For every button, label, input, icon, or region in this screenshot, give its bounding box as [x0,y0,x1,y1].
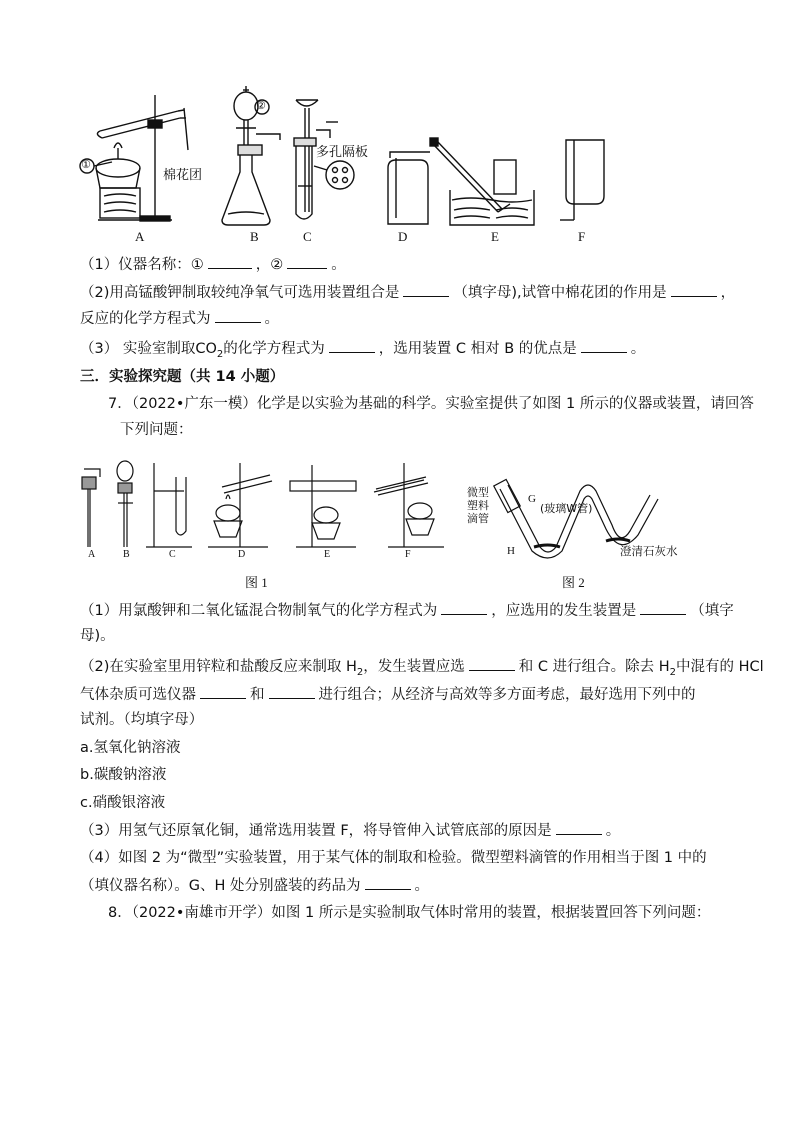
answer-blank[interactable] [329,338,375,353]
answer-blank[interactable] [581,338,627,353]
fig-label-e: E [491,229,499,244]
answer-blank[interactable] [200,684,246,699]
q7-part1-line1: （1）用氯酸钾和二氧化锰混合物制氧气的化学方程式为 ，应选用的发生装置是 （填字 [80,600,734,621]
fig-label-f: F [578,229,586,244]
answer-blank[interactable] [671,282,717,297]
dropper-label: 微型 塑料 滴管 [467,486,489,525]
q6-part2-line1: （2)用高锰酸钾制取较纯净氧气可选用装置组合是 （填字母),试管中棉花团的作用是 ， [80,282,735,303]
fig-label-b: B [250,229,259,244]
cotton-label: 棉花团 [163,168,203,183]
figure-1-caption: 图 1 [245,575,268,590]
answer-blank[interactable] [215,308,261,323]
q7-part2-line3: 试剂。（均填字母） [80,712,204,728]
limewater-label: 澄清石灰水 [620,544,678,558]
option-a: a.氢氧化钠溶液 [80,740,181,756]
circle-1-label: ① [81,158,91,171]
apparatus-figure-q7 [0,455,794,585]
q8-intro: 8．（2022•南雄市开学）如图 1 所示是实验制取气体时常用的装置，根据装置回答下列问题： [108,905,711,921]
figure-2-caption: 图 2 [562,575,585,590]
q7-fig-label-a: A [88,549,96,560]
q7-part1-line2: 母)。 [80,628,115,644]
answer-blank[interactable] [365,875,411,890]
answer-blank[interactable] [403,282,449,297]
q7-fig-label-f: F [405,549,411,560]
option-b: b.碳酸钠溶液 [80,767,167,783]
w-tube-label: (玻璃W管) [540,502,593,515]
q7-part4-line2: （填仪器名称）。G、H 处分别盛装的药品为 。 [80,875,429,896]
answer-blank[interactable] [556,820,602,835]
q7-intro-line2: 下列问题： [120,422,193,438]
q6-part2-line2: 反应的化学方程式为 。 [80,308,279,329]
q7-fig-label-c: C [169,549,176,560]
q7-part2-line2: 气体杂质可选仪器 和 进行组合；从经济与高效等多方面考虑，最好选用下列中的 [80,684,696,705]
fig-label-c: C [303,229,312,244]
answer-blank[interactable] [269,684,315,699]
q7-fig-label-e: E [324,549,331,560]
option-c: c.硝酸银溶液 [80,795,166,811]
q6-part3: （3） 实验室制取$CO_2$的化学方程式为 ，选用装置 C 相对 B 的优点是 。 [80,338,645,365]
label-h: H [507,545,515,557]
q6-part1: （1）仪器名称：① ，② 。 [80,254,346,275]
answer-blank[interactable] [469,656,515,671]
answer-blank[interactable] [287,254,327,269]
answer-blank[interactable] [640,600,686,615]
q7-fig-label-d: D [238,549,246,560]
q7-fig-label-b: B [123,549,130,560]
label-g: G [528,493,536,505]
apparatus-figure-top [0,0,794,250]
circle-2-label: ② [256,99,266,112]
answer-blank[interactable] [208,254,252,269]
q7-part2-line1: （2)在实验室里用锌粒和盐酸反应来制取 $H_2$，发生装置应选 和 C 进行组合。除去 $H_2$中混有的 HCl [80,656,764,683]
fig-label-d: D [398,229,408,244]
answer-blank[interactable] [441,600,487,615]
q7-part4-line1: （4）如图 2 为“微型”实验装置，用于某气体的制取和检验。微型塑料滴管的作用相当于图 1 中的 [80,850,707,866]
section-title: 三．实验探究题（共 14 小题） [80,369,285,385]
porous-plate-label: 多孔隔板 [316,145,369,160]
q7-part3: （3）用氢气还原氧化铜，通常选用装置 F，将导管伸入试管底部的原因是 。 [80,820,620,841]
fig-label-a: A [135,229,145,244]
q7-intro-line1: 7．（2022•广东一模）化学是以实验为基础的科学。实验室提供了如图 1 所示的仪器或装置，请回答 [108,396,754,412]
